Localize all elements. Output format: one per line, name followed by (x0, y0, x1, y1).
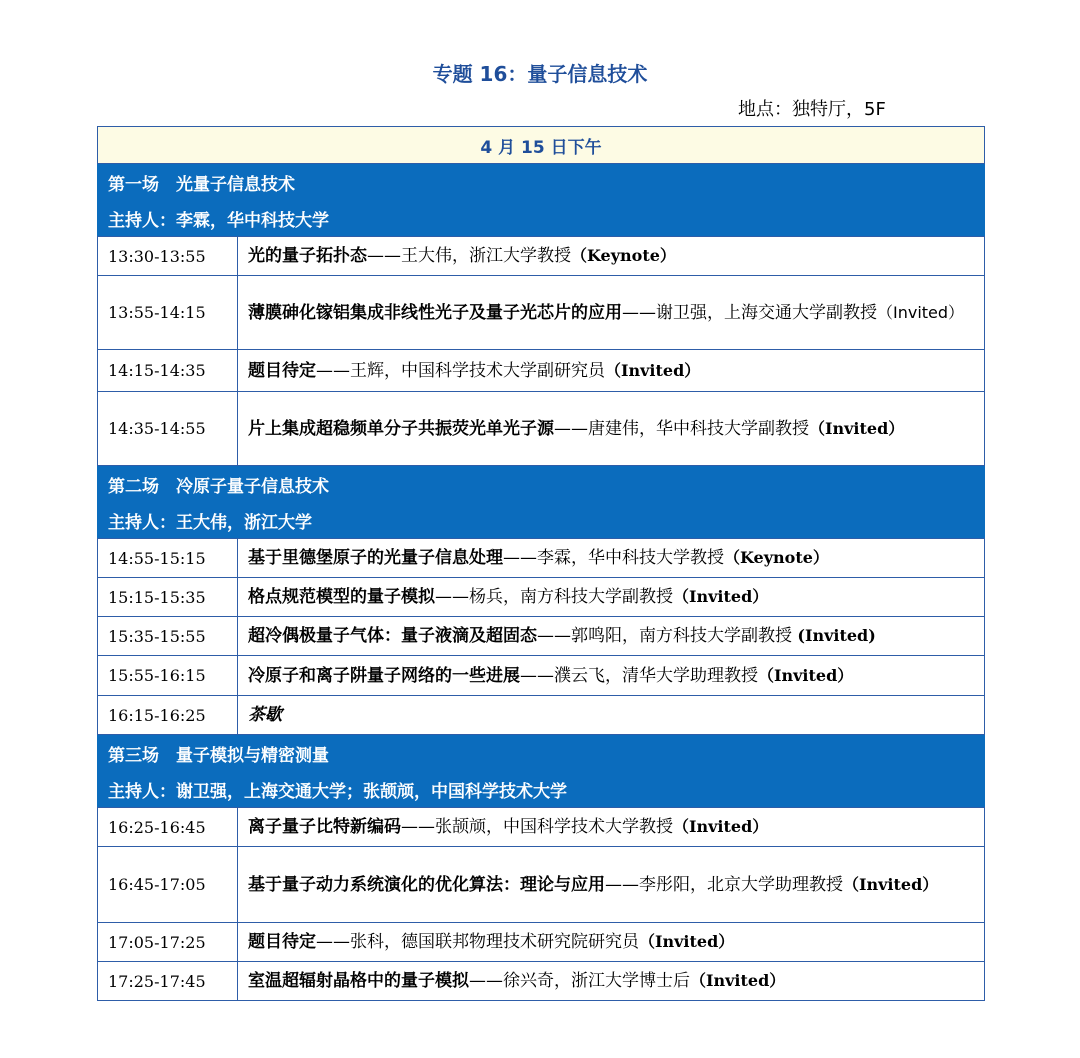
location-label: 地点：独特厅，5F (738, 99, 886, 120)
talk-title: 基于里德堡原子的光量子信息处理 (248, 548, 503, 568)
talk-speaker: ——唐建伟，华中科技大学副教授 (554, 418, 809, 439)
talk-cell (238, 696, 985, 735)
talk-cell (238, 617, 985, 656)
talk-tag: （Invited） (605, 360, 701, 380)
talk-cell (238, 350, 985, 392)
time-cell: 16:45-17:05 (98, 847, 238, 923)
session-host-row (98, 771, 985, 808)
table-row (98, 617, 985, 656)
session-title: 第三场 量子模拟与精密测量 (98, 735, 985, 772)
time-cell: 16:15-16:25 (98, 696, 238, 735)
table-row (98, 696, 985, 735)
talk-speaker: ——濮云飞，清华大学助理教授 (520, 665, 758, 686)
time-cell: 15:15-15:35 (98, 578, 238, 617)
table-row (98, 539, 985, 578)
talk-speaker: ——徐兴奇，浙江大学博士后 (469, 971, 690, 991)
time-cell: 13:55-14:15 (98, 276, 238, 350)
talk-title: 题目待定 (248, 932, 316, 952)
time-cell: 14:55-15:15 (98, 539, 238, 578)
talk-speaker: ——谢卫强，上海交通大学副教授 (622, 302, 877, 323)
date-row (98, 127, 985, 164)
talk-speaker: ——王大伟，浙江大学教授 (367, 246, 571, 266)
talk-cell (238, 962, 985, 1001)
time-cell: 14:15-14:35 (98, 350, 238, 392)
talk-cell (238, 578, 985, 617)
talk-title: 题目待定 (248, 360, 316, 381)
talk-tag: （Invited） (877, 302, 965, 322)
talk-title: 薄膜砷化镓铝集成非线性光子及量子光芯片的应用 (248, 302, 622, 323)
session-header (98, 735, 985, 772)
talk-tag: （Invited） (673, 817, 769, 836)
table-row (98, 392, 985, 466)
session-title: 第一场 光量子信息技术 (98, 164, 985, 201)
time-cell: 17:05-17:25 (98, 923, 238, 962)
talk-speaker: ——张科，德国联邦物理技术研究院研究员 (316, 932, 639, 952)
table-row (98, 237, 985, 276)
talk-cell (238, 923, 985, 962)
table-row (98, 808, 985, 847)
session-host-row (98, 200, 985, 237)
time-cell: 13:30-13:55 (98, 237, 238, 276)
talk-cell (238, 656, 985, 696)
talk-speaker: ——郭鸣阳，南方科技大学副教授 (537, 626, 792, 646)
session-header (98, 466, 985, 503)
talk-tag: （Keynote） (571, 246, 676, 265)
talk-cell (238, 276, 985, 350)
talk-cell (238, 539, 985, 578)
table-row (98, 847, 985, 923)
talk-speaker: ——张颉颃，中国科学技术大学教授 (401, 817, 673, 837)
talk-title: 离子量子比特新编码 (248, 817, 401, 837)
session-host: 主持人：谢卫强，上海交通大学；张颉颃，中国科学技术大学 (98, 771, 985, 808)
talk-title: 基于量子动力系统演化的优化算法：理论与应用 (248, 874, 605, 895)
page-title: 专题 16：量子信息技术 (432, 62, 648, 86)
table-row (98, 578, 985, 617)
talk-tag: （Invited） (843, 874, 939, 894)
time-cell: 14:35-14:55 (98, 392, 238, 466)
table-row (98, 656, 985, 696)
session-host: 主持人：李霖，华中科技大学 (98, 200, 985, 237)
time-cell: 15:35-15:55 (98, 617, 238, 656)
talk-tag: （Invited） (809, 418, 905, 438)
time-cell: 17:25-17:45 (98, 962, 238, 1001)
talk-tag: （Invited） (690, 971, 786, 990)
talk-title: 室温超辐射晶格中的量子模拟 (248, 971, 469, 991)
talk-speaker: ——李霖，华中科技大学教授 (503, 548, 724, 568)
talk-tag: （Invited） (758, 665, 854, 685)
talk-tag: (Invited) (797, 626, 876, 645)
time-cell: 15:55-16:15 (98, 656, 238, 696)
talk-speaker: ——杨兵，南方科技大学副教授 (435, 587, 673, 607)
table-row (98, 962, 985, 1001)
table-row (98, 276, 985, 350)
table-row (98, 350, 985, 392)
date-label: 4 月 15 日下午 (98, 127, 985, 164)
table-row (98, 923, 985, 962)
talk-speaker: ——李彤阳，北京大学助理教授 (605, 874, 843, 895)
schedule-table (97, 126, 985, 1001)
session-title: 第二场 冷原子量子信息技术 (98, 466, 985, 503)
talk-title: 超冷偶极量子气体：量子液滴及超固态 (248, 626, 537, 646)
time-cell: 16:25-16:45 (98, 808, 238, 847)
talk-title: 片上集成超稳频单分子共振荧光单光子源 (248, 418, 554, 439)
session-header (98, 164, 985, 201)
talk-cell (238, 847, 985, 923)
session-host-row (98, 502, 985, 539)
talk-speaker: ——王辉，中国科学技术大学副研究员 (316, 360, 605, 381)
talk-title: 格点规范模型的量子模拟 (248, 587, 435, 607)
talk-title: 光的量子拓扑态 (248, 246, 367, 266)
talk-title: 冷原子和离子阱量子网络的一些进展 (248, 665, 520, 686)
talk-cell (238, 808, 985, 847)
talk-tag: （Invited） (639, 932, 735, 951)
talk-tag: （Keynote） (724, 548, 829, 567)
break-label: 茶歇 (248, 705, 282, 725)
talk-tag: （Invited） (673, 587, 769, 606)
session-host: 主持人：王大伟，浙江大学 (98, 502, 985, 539)
talk-cell (238, 237, 985, 276)
talk-cell (238, 392, 985, 466)
